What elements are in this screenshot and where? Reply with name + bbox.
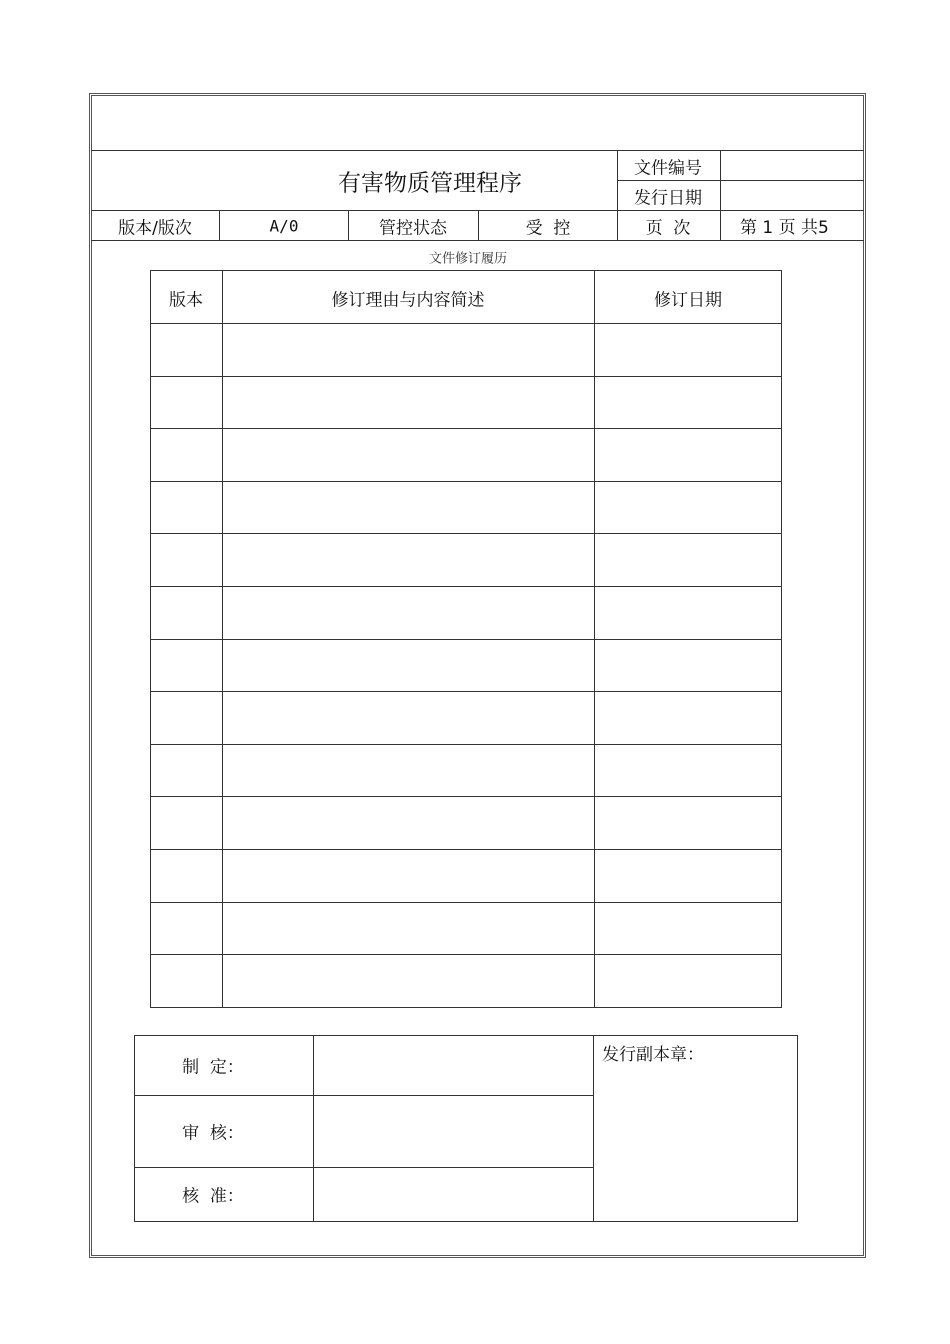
table-row bbox=[150, 902, 782, 955]
table-row bbox=[150, 533, 782, 586]
version-value: A/0 bbox=[269, 216, 299, 236]
info-divider bbox=[478, 210, 479, 241]
reviewed-by-label: 审 核： bbox=[182, 1123, 244, 1144]
info-divider bbox=[348, 210, 349, 241]
table-row bbox=[150, 323, 782, 376]
table-row bbox=[150, 744, 782, 797]
approved-by-label: 核 准： bbox=[182, 1186, 244, 1207]
table-row bbox=[150, 586, 782, 639]
version-label: 版本/版次 bbox=[118, 218, 192, 239]
table-row bbox=[150, 796, 782, 849]
copy-stamp-label: 发行副本章： bbox=[602, 1045, 704, 1065]
page-value: 第 1 页 共5 bbox=[740, 218, 829, 238]
issue-date-label: 发行日期 bbox=[634, 188, 702, 209]
header-divider bbox=[617, 150, 618, 241]
column-header-reason: 修订理由与内容简述 bbox=[331, 290, 485, 311]
prepared-by-label: 制 定： bbox=[182, 1057, 244, 1078]
page-label: 页 次 bbox=[645, 218, 691, 239]
signoff-divider bbox=[593, 1035, 594, 1222]
header-top-rule bbox=[91, 150, 864, 151]
document-title: 有害物质管理程序 bbox=[338, 170, 522, 197]
table-row bbox=[150, 376, 782, 429]
signoff-divider bbox=[313, 1035, 314, 1222]
header-divider bbox=[720, 150, 721, 241]
table-row bbox=[150, 849, 782, 902]
signoff-row-rule bbox=[134, 1095, 594, 1096]
header-mid-rule bbox=[617, 180, 864, 181]
doc-number-label: 文件编号 bbox=[634, 158, 702, 179]
control-status-label: 管控状态 bbox=[379, 218, 447, 239]
info-divider bbox=[219, 210, 220, 241]
table-row bbox=[150, 691, 782, 744]
column-header-version: 版本 bbox=[169, 290, 203, 311]
table-row bbox=[150, 639, 782, 692]
revision-history-caption: 文件修订履历 bbox=[428, 251, 508, 267]
table-row bbox=[150, 954, 782, 1007]
column-header-date: 修订日期 bbox=[654, 290, 722, 311]
table-row bbox=[150, 428, 782, 481]
signoff-row-rule bbox=[134, 1167, 594, 1168]
control-status-value: 受 控 bbox=[525, 218, 571, 239]
table-row bbox=[150, 481, 782, 534]
